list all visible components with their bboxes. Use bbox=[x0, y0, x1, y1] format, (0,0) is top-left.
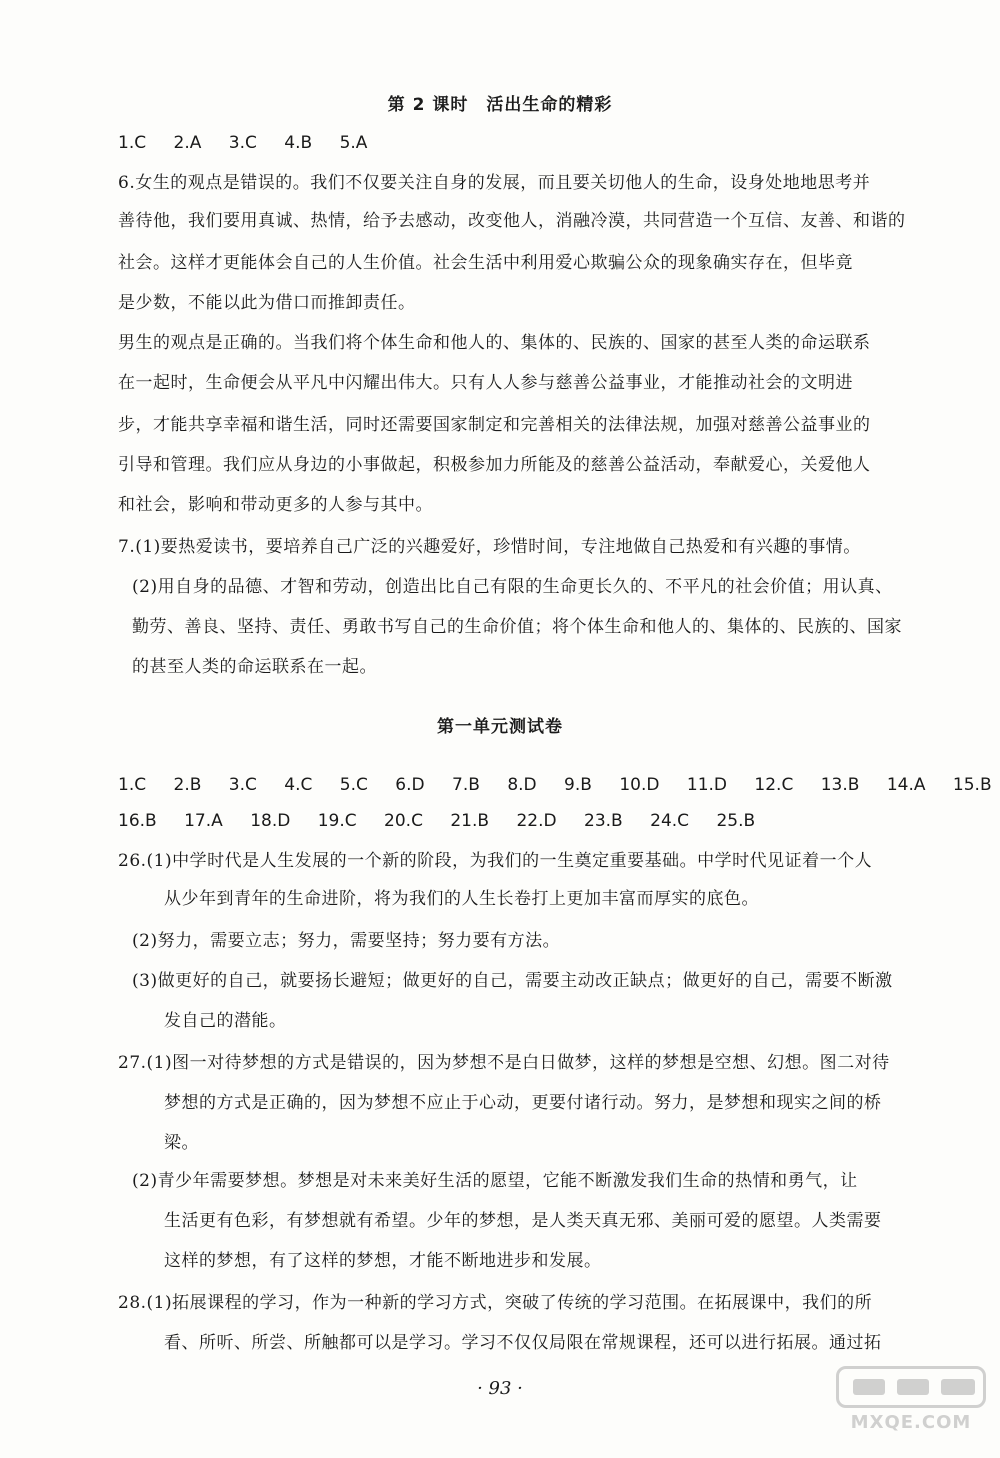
answer-item: 22.D bbox=[516, 811, 557, 831]
answer-item: 4.C bbox=[284, 775, 313, 795]
text-line: 生活更有色彩，有梦想就有希望。少年的梦想，是人类天真无邪、美丽可爱的愿望。人类需要 bbox=[164, 1211, 882, 1231]
section-title-lesson-2: 第 2 课时 活出生命的精彩 bbox=[387, 95, 613, 115]
answer-item: 13.B bbox=[820, 775, 860, 795]
text-line: 6.女生的观点是错误的。我们不仅要关注自身的发展，而且要关切他人的生命，设身处地地思考并 bbox=[118, 173, 871, 193]
answer-item: 9.B bbox=[564, 775, 592, 795]
text-line: 发自己的潜能。 bbox=[164, 1011, 287, 1031]
text-line: 引导和管理。我们应从身边的小事做起，积极参加力所能及的慈善公益活动，奉献爱心，关爱他人 bbox=[118, 455, 871, 475]
answer-item: 16.B bbox=[118, 811, 157, 831]
text-line: (2)努力，需要立志；努力，需要坚持；努力要有方法。 bbox=[132, 931, 561, 951]
answer-item: 3.C bbox=[228, 775, 257, 795]
watermark-logo bbox=[836, 1366, 986, 1438]
text-line: 在一起时，生命便会从平凡中闪耀出伟大。只有人人参与慈善公益事业，才能推动社会的文明进 bbox=[118, 373, 853, 393]
watermark-logo-mark bbox=[836, 1366, 986, 1408]
answer-item: 14.A bbox=[886, 775, 926, 795]
section-title-unit-test: 第一单元测试卷 bbox=[437, 717, 563, 737]
text-line: 26.(1)中学时代是人生发展的一个新的阶段，为我们的一生奠定重要基础。中学时代见证着一个人 bbox=[118, 851, 873, 871]
answer-item: 24.C bbox=[650, 811, 690, 831]
text-line: (2)用自身的品德、才智和劳动，创造出比自己有限的生命更长久的、不平凡的社会价值；用认真、 bbox=[132, 577, 893, 597]
answer-item: 5.C bbox=[339, 775, 368, 795]
answer-item: 2.A bbox=[173, 133, 202, 153]
text-line: 梦想的方式是正确的，因为梦想不应止于心动，更要付诸行动。努力，是梦想和现实之间的桥 bbox=[164, 1093, 882, 1113]
text-line: 社会。这样才更能体会自己的人生价值。社会生活中利用爱心欺骗公众的现象确实存在，但毕竟 bbox=[118, 253, 853, 273]
answer-item: 1.C bbox=[118, 775, 147, 795]
answer-item: 8.D bbox=[507, 775, 537, 795]
text-line: 和社会，影响和带动更多的人参与其中。 bbox=[118, 495, 433, 515]
answer-item: 18.D bbox=[250, 811, 291, 831]
text-line: 的甚至人类的命运联系在一起。 bbox=[132, 657, 377, 677]
text-line: 28.(1)拓展课程的学习，作为一种新的学习方式，突破了传统的学习范围。在拓展课中，我们的所 bbox=[118, 1293, 873, 1313]
text-line: (3)做更好的自己，就要扬长避短；做更好的自己，需要主动改正缺点；做更好的自己，需要不断激 bbox=[132, 971, 893, 991]
answer-item: 2.B bbox=[173, 775, 202, 795]
text-line: 这样的梦想，有了这样的梦想，才能不断地进步和发展。 bbox=[164, 1251, 602, 1271]
watermark-url: MXQE.COM bbox=[850, 1412, 972, 1433]
text-line: 27.(1)图一对待梦想的方式是错误的，因为梦想不是白日做梦，这样的梦想是空想、幻想。图二对待 bbox=[118, 1053, 890, 1073]
answer-row bbox=[118, 132, 389, 154]
answer-item: 4.B bbox=[284, 133, 313, 153]
answer-item: 17.A bbox=[184, 811, 223, 831]
answer-item: 21.B bbox=[450, 811, 490, 831]
page-number: · 93 · bbox=[477, 1378, 523, 1399]
text-line: 善待他，我们要用真诚、热情，给予去感动，改变他人，消融冷漠，共同营造一个互信、友善、和谐的 bbox=[118, 211, 906, 231]
answer-item: 23.B bbox=[584, 811, 623, 831]
answer-item: 10.D bbox=[619, 775, 660, 795]
answer-item: 1.C bbox=[118, 133, 147, 153]
answer-item: 15.B bbox=[952, 775, 992, 795]
answer-item: 3.C bbox=[228, 133, 257, 153]
text-line: 是少数，不能以此为借口而推卸责任。 bbox=[118, 293, 416, 313]
answer-item: 25.B bbox=[716, 811, 756, 831]
answer-row bbox=[118, 774, 1000, 796]
answer-item: 5.A bbox=[339, 133, 368, 153]
text-line: 从少年到青年的生命进阶，将为我们的人生长卷打上更加丰富而厚实的底色。 bbox=[164, 889, 759, 909]
text-line: 勤劳、善良、坚持、责任、勇敢书写自己的生命价值；将个体生命和他人的、集体的、民族的、国家 bbox=[132, 617, 902, 637]
text-line: (2)青少年需要梦想。梦想是对未来美好生活的愿望，它能不断激发我们生命的热情和勇气，让 bbox=[132, 1171, 858, 1191]
text-line: 男生的观点是正确的。当我们将个体生命和他人的、集体的、民族的、国家的甚至人类的命运联系 bbox=[118, 333, 871, 353]
text-line: 梁。 bbox=[164, 1133, 199, 1153]
answer-item: 11.D bbox=[686, 775, 728, 795]
text-line: 步，才能共享幸福和谐生活，同时还需要国家制定和完善相关的法律法规，加强对慈善公益事业的 bbox=[118, 415, 871, 435]
text-line: 看、所听、所尝、所触都可以是学习。学习不仅仅局限在常规课程，还可以进行拓展。通过拓 bbox=[164, 1333, 882, 1353]
answer-item: 12.C bbox=[754, 775, 794, 795]
answer-item: 20.C bbox=[384, 811, 423, 831]
answer-item: 19.C bbox=[317, 811, 357, 831]
answer-item: 6.D bbox=[395, 775, 425, 795]
text-line: 7.(1)要热爱读书，要培养自己广泛的兴趣爱好，珍惜时间，专注地做自己热爱和有兴趣的事情。 bbox=[118, 537, 861, 557]
answer-item: 7.B bbox=[452, 775, 480, 795]
answer-row bbox=[118, 810, 777, 832]
